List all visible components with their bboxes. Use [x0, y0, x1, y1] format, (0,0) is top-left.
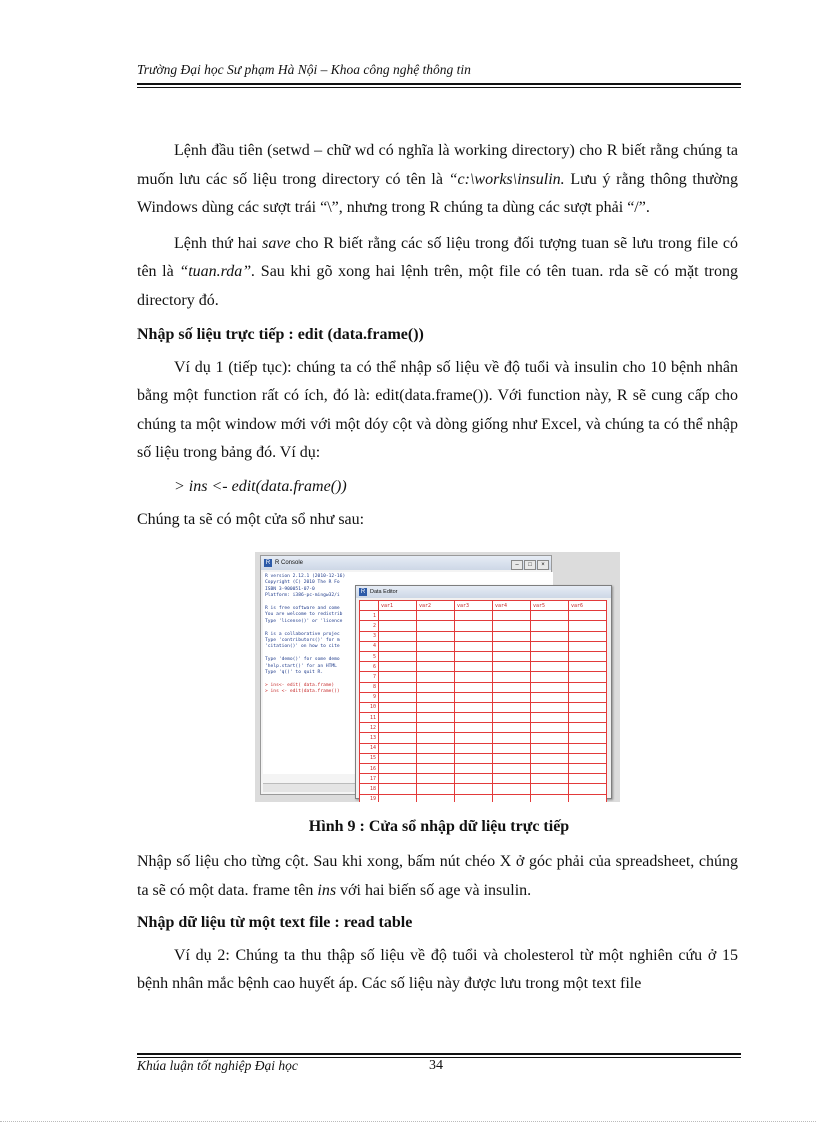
grid-cell[interactable] [531, 753, 569, 763]
console-command: > ins<- edit( data.frame) [265, 682, 335, 688]
grid-cell[interactable] [417, 611, 455, 621]
grid-cell[interactable] [569, 733, 607, 743]
row-number: 2 [360, 621, 379, 631]
grid-cell[interactable] [417, 631, 455, 641]
grid-cell[interactable] [455, 733, 493, 743]
grid-row [360, 774, 607, 784]
row-number: 11 [360, 713, 379, 723]
page-edge-dotted [0, 1121, 816, 1122]
grid-row [360, 743, 607, 753]
console-line: Type 'contributors()' for m [265, 638, 340, 644]
grid-cell[interactable] [493, 611, 531, 621]
page-header: Trường Đại học Sư phạm Hà Nội – Khoa công nghệ thông tin [137, 62, 471, 77]
grid-cell[interactable] [417, 682, 455, 692]
grid-cell[interactable] [379, 672, 417, 682]
figure-caption: Hình 9 : Cửa sổ nhập dữ liệu trực tiếp [308, 818, 570, 835]
grid-cell[interactable] [531, 713, 569, 723]
grid-cell[interactable] [455, 702, 493, 712]
grid-row [360, 702, 607, 712]
console-line: R is free software and come [265, 606, 340, 612]
grid-cell[interactable] [455, 723, 493, 733]
window-controls [510, 558, 549, 572]
grid-cell[interactable] [569, 621, 607, 631]
grid-cell[interactable] [379, 651, 417, 661]
grid-cell[interactable] [569, 662, 607, 672]
grid-row [360, 651, 607, 661]
grid-cell[interactable] [455, 794, 493, 802]
grid-cell[interactable] [417, 702, 455, 712]
grid-cell[interactable] [379, 743, 417, 753]
grid-cell[interactable] [531, 672, 569, 682]
paragraph-enter-data: Nhập số liệu cho từng cột. Sau khi xong, bấm nút chéo X ở góc phải của spreadsheet, chúng ta sẽ có một data. frame tên ins với hai biến số age và insulin. [137, 853, 738, 899]
paragraph-save: Lệnh thứ hai save cho R biết rằng các số liệu trong đối tượng tuan sẽ lưu trong file có tên là “tuan.rda”. Sau khi gõ xong hai lệnh trên, một file có tên tuan. rda sẽ có mặt trong directory đó. [137, 234, 739, 309]
row-number: 19 [360, 794, 379, 802]
grid-cell[interactable] [417, 723, 455, 733]
column-header[interactable]: var5 [531, 601, 569, 611]
grid-cell[interactable] [455, 753, 493, 763]
grid-cell[interactable] [379, 794, 417, 802]
grid-cell[interactable] [531, 651, 569, 661]
grid-cell[interactable] [493, 702, 531, 712]
grid-cell[interactable] [417, 713, 455, 723]
grid-cell[interactable] [455, 682, 493, 692]
row-number: 3 [360, 631, 379, 641]
grid-row [360, 692, 607, 702]
grid-cell[interactable] [417, 743, 455, 753]
grid-cell[interactable] [493, 641, 531, 651]
grid-cell[interactable] [569, 784, 607, 794]
console-line: R version 2.12.1 (2010-12-16) [265, 574, 346, 579]
row-number: 18 [360, 784, 379, 794]
grid-row [360, 672, 607, 682]
console-command: > ins <- edit(data.frame()) [265, 689, 340, 695]
grid-cell[interactable] [417, 662, 455, 672]
column-header[interactable]: var4 [493, 601, 531, 611]
grid-cell[interactable] [417, 784, 455, 794]
console-line: Type 'q()' to quit R. [265, 670, 324, 676]
grid-cell[interactable] [493, 662, 531, 672]
row-number: 5 [360, 651, 379, 661]
grid-cell[interactable] [379, 641, 417, 651]
grid-cell[interactable] [569, 774, 607, 784]
grid-cell[interactable] [379, 662, 417, 672]
grid-cell[interactable] [455, 743, 493, 753]
grid-cell[interactable] [493, 682, 531, 692]
grid-cell[interactable] [379, 682, 417, 692]
row-number: 14 [360, 743, 379, 753]
grid-cell[interactable] [455, 621, 493, 631]
row-number: 4 [360, 641, 379, 651]
grid-cell[interactable] [417, 692, 455, 702]
grid-row [360, 753, 607, 763]
console-line: 'help.start()' for an HTML [265, 663, 337, 669]
console-line: Platform: i386-pc-mingw32/i [265, 593, 340, 599]
data-editor-grid[interactable] [359, 600, 607, 802]
grid-cell[interactable] [531, 662, 569, 672]
grid-row [360, 784, 607, 794]
footer-label: Khúa luận tốt nghiệp Đại học [137, 1058, 298, 1073]
grid-cell[interactable] [493, 672, 531, 682]
grid-cell[interactable] [379, 774, 417, 784]
grid-cell[interactable] [569, 631, 607, 641]
grid-cell[interactable] [569, 794, 607, 802]
grid-row [360, 631, 607, 641]
grid-cell[interactable] [493, 794, 531, 802]
grid-cell[interactable] [531, 692, 569, 702]
column-header[interactable]: var3 [455, 601, 493, 611]
grid-cell[interactable] [455, 641, 493, 651]
grid-cell[interactable] [455, 784, 493, 794]
grid-cell[interactable] [379, 723, 417, 733]
grid-cell[interactable] [417, 794, 455, 802]
footer-rule [137, 1053, 741, 1055]
paragraph-example-2: Ví dụ 2: Chúng ta thu thập số liệu về độ tuổi và cholesterol từ một nghiên cứu ở 15 bệnh nhân mắc bệnh cao huyết áp. Các số liệu này được lưu trong một text file [137, 946, 738, 992]
grid-cell[interactable] [379, 753, 417, 763]
grid-cell[interactable] [379, 631, 417, 641]
grid-cell[interactable] [417, 764, 455, 774]
grid-cell[interactable] [569, 641, 607, 651]
grid-cell[interactable] [493, 723, 531, 733]
grid-cell[interactable] [531, 784, 569, 794]
lower-text [137, 848, 738, 999]
r-logo-icon: R [360, 589, 366, 595]
grid-cell[interactable] [531, 733, 569, 743]
grid-cell[interactable] [455, 611, 493, 621]
paragraph-example-1: Ví dụ 1 (tiếp tục): chúng ta có thể nhập số liệu về độ tuổi và insulin cho 10 bệnh nhân bằng một function rất có ích, đó là: edit(data.frame()). Với function này, R sẽ cung cấp cho chúng ta một window mới với một dóy cột và dòng giống như Excel, và chúng ta có thể nhập số liệu trong bảng đó. Ví dụ: [137, 358, 738, 461]
r-console-title: R Console [275, 560, 304, 566]
grid-cell[interactable] [569, 723, 607, 733]
header-rule-thin [137, 87, 741, 88]
grid-cell[interactable] [493, 631, 531, 641]
grid-cell[interactable] [417, 733, 455, 743]
grid-row [360, 682, 607, 692]
grid-cell[interactable] [493, 692, 531, 702]
row-number: 10 [360, 702, 379, 712]
paragraph-setwd: Lệnh đầu tiên (setwd – chữ wd có nghĩa là working directory) cho R biết rằng chúng ta muốn lưu các số liệu trong directory có tên là “c:\works\insulin. Lưu ý rằng thông thường Windows dùng các sượt trái “\”, nhưng trong R chúng ta dùng các sượt phải “/”. [137, 142, 738, 216]
data-editor-title: Data Editor [370, 589, 398, 595]
grid-cell[interactable] [493, 774, 531, 784]
screenshot-figure [255, 552, 620, 802]
console-line: Type 'license()' or 'licence [265, 618, 343, 624]
column-header[interactable]: var6 [569, 601, 607, 611]
grid-cell[interactable] [455, 774, 493, 784]
console-line: You are welcome to redistrib [265, 612, 343, 618]
section-heading-direct-entry: Nhập số liệu trực tiếp : edit (data.frame()) [137, 326, 424, 343]
grid-cell[interactable] [531, 631, 569, 641]
paragraph-window-intro: Chúng ta sẽ có một cửa sổ như sau: [137, 511, 365, 528]
grid-cell[interactable] [569, 743, 607, 753]
grid-cell[interactable] [379, 764, 417, 774]
grid-cell[interactable] [455, 631, 493, 641]
minimize-icon[interactable]: – [511, 560, 523, 570]
grid-cell[interactable] [493, 753, 531, 763]
console-line: 'citation()' on how to cite [265, 644, 340, 650]
console-line: Type 'demo()' for some demo [265, 657, 340, 663]
grid-cell[interactable] [493, 784, 531, 794]
grid-row [360, 723, 607, 733]
grid-cell[interactable] [531, 723, 569, 733]
grid-cell[interactable] [455, 764, 493, 774]
grid-cell[interactable] [455, 692, 493, 702]
row-number: 9 [360, 692, 379, 702]
grid-cell[interactable] [455, 713, 493, 723]
grid-row [360, 641, 607, 651]
grid-cell[interactable] [455, 672, 493, 682]
grid-cell[interactable] [379, 702, 417, 712]
grid-cell[interactable] [417, 774, 455, 784]
section-heading-read-table: Nhập dữ liệu từ một text file : read table [137, 914, 413, 931]
grid-cell[interactable] [531, 621, 569, 631]
grid-cell[interactable] [569, 672, 607, 682]
page-number: 34 [429, 1058, 443, 1073]
row-number: 6 [360, 662, 379, 672]
header-rule [137, 83, 741, 85]
grid-row [360, 713, 607, 723]
grid-cell[interactable] [569, 692, 607, 702]
console-line: R is a collaborative projec [265, 631, 340, 637]
row-number: 17 [360, 774, 379, 784]
grid-cell[interactable] [531, 764, 569, 774]
data-editor-titlebar [356, 586, 611, 598]
close-icon[interactable]: × [537, 560, 549, 570]
grid-cell[interactable] [531, 641, 569, 651]
grid-cell[interactable] [379, 611, 417, 621]
grid-corner [360, 601, 379, 611]
grid-cell[interactable] [455, 651, 493, 661]
grid-row [360, 794, 607, 802]
upper-text [137, 137, 738, 535]
console-line: Copyright (C) 2010 The R Fo [265, 580, 340, 586]
grid-cell[interactable] [455, 662, 493, 672]
grid-cell[interactable] [531, 702, 569, 712]
data-editor-window [355, 585, 612, 802]
row-number: 16 [360, 764, 379, 774]
grid-cell[interactable] [379, 713, 417, 723]
row-number: 15 [360, 753, 379, 763]
grid-cell[interactable] [493, 713, 531, 723]
grid-cell[interactable] [379, 621, 417, 631]
column-header[interactable]: var2 [417, 601, 455, 611]
grid-cell[interactable] [417, 672, 455, 682]
grid-cell[interactable] [493, 733, 531, 743]
grid-cell[interactable] [569, 713, 607, 723]
maximize-icon[interactable]: □ [524, 560, 536, 570]
page-footer [137, 1058, 741, 1074]
grid-cell[interactable] [493, 621, 531, 631]
grid-cell[interactable] [493, 743, 531, 753]
grid-cell[interactable] [493, 764, 531, 774]
grid-cell[interactable] [531, 611, 569, 621]
grid-cell[interactable] [379, 784, 417, 794]
row-number: 13 [360, 733, 379, 743]
grid-cell[interactable] [531, 682, 569, 692]
grid-cell[interactable] [531, 794, 569, 802]
row-number: 8 [360, 682, 379, 692]
grid-cell[interactable] [569, 651, 607, 661]
grid-row [360, 621, 607, 631]
r-logo-icon: R [265, 560, 271, 566]
grid-cell[interactable] [417, 753, 455, 763]
console-line: ISBN 3-900051-07-0 [265, 586, 315, 592]
grid-row [360, 764, 607, 774]
grid-cell[interactable] [379, 733, 417, 743]
grid-cell[interactable] [531, 743, 569, 753]
grid-cell[interactable] [417, 621, 455, 631]
grid-cell[interactable] [569, 764, 607, 774]
grid-cell[interactable] [379, 692, 417, 702]
grid-cell[interactable] [417, 651, 455, 661]
grid-row [360, 662, 607, 672]
row-number: 1 [360, 611, 379, 621]
r-console-titlebar [261, 556, 551, 570]
grid-row [360, 611, 607, 621]
grid-cell[interactable] [569, 682, 607, 692]
grid-cell[interactable] [569, 753, 607, 763]
grid-row [360, 733, 607, 743]
column-header[interactable]: var1 [379, 601, 417, 611]
grid-cell[interactable] [569, 611, 607, 621]
code-line: > ins <- edit(data.frame()) [174, 477, 347, 495]
grid-cell[interactable] [493, 651, 531, 661]
grid-cell[interactable] [531, 774, 569, 784]
grid-cell[interactable] [417, 641, 455, 651]
row-number: 12 [360, 723, 379, 733]
grid-cell[interactable] [569, 702, 607, 712]
row-number: 7 [360, 672, 379, 682]
